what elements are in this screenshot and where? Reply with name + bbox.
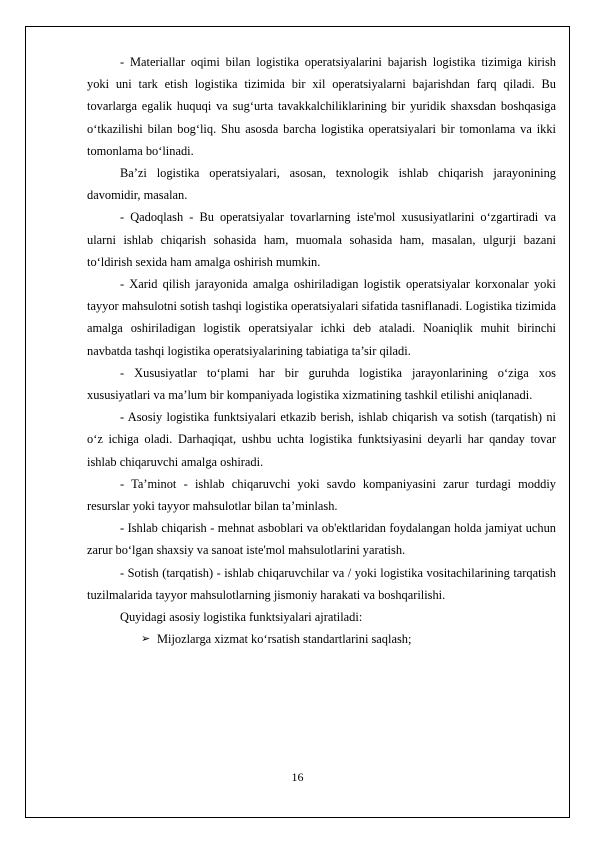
paragraph-10: Quyidagi asosiy logistika funktsiyalari ajratiladi: — [120, 610, 363, 625]
document-body — [87, 51, 556, 650]
bullet-text: Mijozlarga xizmat ko‘rsatish standartlarini saqlash; — [157, 632, 412, 647]
page-number: 16 — [291, 770, 304, 784]
paragraph-9: - Sotish (tarqatish) - ishlab chiqaruvchilar va / yoki logistika vositachilarining tarqatish tuzilmalarida tayyor mahsulotlarning jismoniy harakati va boshqarilishi. — [87, 565, 556, 602]
paragraph-6: - Asosiy logistika funktsiyalari etkazib berish, ishlab chiqarish va sotish (tarqatish) ni o‘z ichiga oladi. Darhaqiqat, ushbu uchta logistika funktsiyasini deyarli har qanday tovar ishlab chiqaruvchi amalga oshiradi. — [87, 410, 556, 469]
paragraph-1: - Materiallar oqimi bilan logistika operatsiyalarini bajarish logistika tizimiga kirish yoki uni tark etish logistika tizimida bir xil operatsiyalarni bajarishdan farq qiladi. Bu tovarlarga egalik huquqi va sug‘urta tavakkalchiliklarining bir yuridik shaxsdan boshqasiga o‘tkazilishi bilan bog‘liq. Shu asosda barcha logistika operatsiyalari bir tomonlama va ikki tomonlama bo‘linadi. — [87, 55, 556, 158]
paragraph-4: - Xarid qilish jarayonida amalga oshiriladigan logistik operatsiyalar korxonalar yoki tayyor mahsulotni sotish tashqi logistika operatsiyalari sifatida tasniflanadi. Logistika tizimida amalga oshiriladigan logistik operatsiyalar ichki deb ataladi. Noaniqlik muhit birinchi navbatda tashqi logistika operatsiyalarining tabiatiga ta’sir qiladi. — [87, 277, 556, 358]
bullet-item — [87, 628, 556, 650]
paragraph-3: - Qadoqlash - Bu operatsiyalar tovarlarning iste'mol xususiyatlarini o‘zgartiradi va ularni ishlab chiqarish sohasida ham, muomala sohasida ham, masalan, ulgurji bazani to‘ldirish sexida ham amalga oshirish mumkin. — [87, 210, 556, 269]
paragraph-8: - Ishlab chiqarish - mehnat asboblari va ob'ektlaridan foydalangan holda jamiyat uchun zarur bo‘lgan shaxsiy va sanoat iste'mol mahsulotlarini yaratish. — [87, 521, 556, 558]
paragraph-2: Ba’zi logistika operatsiyalari, asosan, texnologik ishlab chiqarish jarayonining davomidir, masalan. — [87, 166, 556, 203]
arrowhead-bullet-icon: ➢ — [141, 632, 151, 646]
paragraph-5: - Xususiyatlar to‘plami har bir guruhda logistika jarayonlarining o‘ziga xos xususiyatlari va ma’lum bir kompaniyada logistika xizmatining tashkil etilishi aniqlanadi. — [87, 365, 556, 403]
paragraph-7: - Ta’minot - ishlab chiqaruvchi yoki savdo kompaniyasini zarur turdagi moddiy resurslar yoki tayyor mahsulotlar bilan ta’minlash. — [87, 476, 556, 514]
